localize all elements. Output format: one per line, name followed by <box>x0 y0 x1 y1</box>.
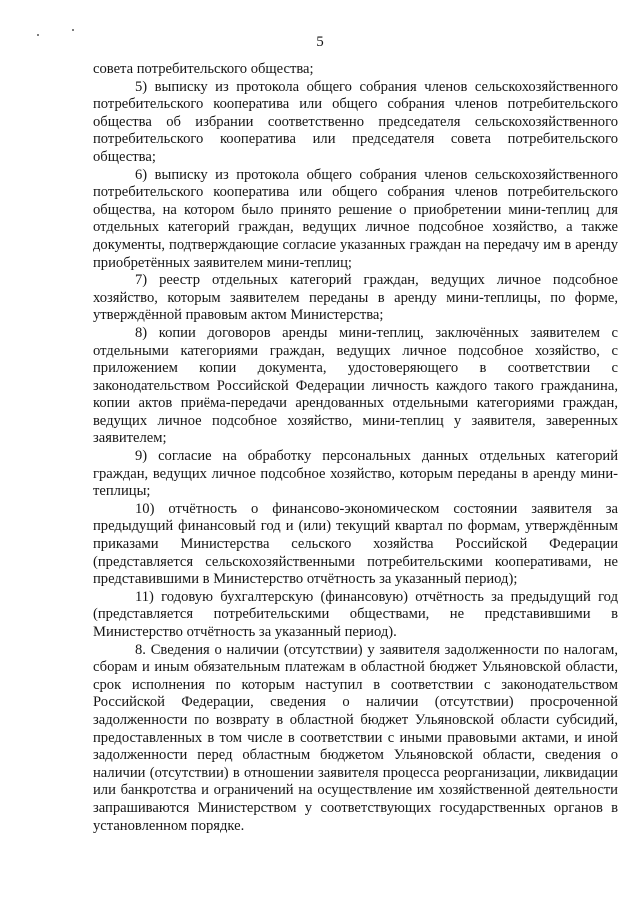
list-item-7: 7) реестр отдельных категорий граждан, ведущих личное подсобное хозяйство, которым заявителем переданы в аренду мини-теплицы, по форме, утверждённой правовым актом Министерства; <box>93 272 618 324</box>
list-item-9: 9) согласие на обработку персональных данных отдельных категорий граждан, ведущих личное подсобное хозяйство, которым переданы в аренду мини-теплицы; <box>93 448 618 500</box>
paragraph-continuation: совета потребительского общества; <box>93 61 314 77</box>
scan-speck <box>72 29 74 31</box>
clause-8: 8. Сведения о наличии (отсутствии) у заявителя задолженности по налогам, сборам и иным обязательным платежам в областной бюджет Ульяновской области, срок исполнения по которым наступил в соответствии с законодательством Российской Федерации, сведения о наличии (отсутствии) просроченной задолженности по возврату в областной бюджет Ульяновской области субсидий, предоставленных в том числе в соответствии с иными правовыми актами, и иной задолженности перед областным бюджетом Ульяновской области, сведения о наличии (отсутствии) в отношении заявителя процесса реорганизации, ликвидации или банкротства и ограничений на осуществление им хозяйственной деятельности запрашиваются Министерством у соответствующих государственных органов в установленном порядке. <box>93 641 618 834</box>
page-number: 5 <box>316 34 324 50</box>
list-item-11: 11) годовую бухгалтерскую (финансовую) отчётность за предыдущий год (представляется потребительскими обществами, не представившими в Министерство отчётность за указанный период). <box>93 588 618 640</box>
list-item-10: 10) отчётность о финансово-экономическом состоянии заявителя за предыдущий финансовый год и (или) текущий квартал по формам, утверждённым приказами Министерства сельского хозяйства Российской Федерации (представляется сельскохозяйственными потребительскими кооперативами, не представившими в Министерство отчётность за указанный период); <box>93 500 618 588</box>
list-item-5: 5) выписку из протокола общего собрания членов сельскохозяйственного потребительского кооператива или общего собрания членов потребительского общества об избрании соответственно председателя сельскохозяйственного потребительского кооператива или председателя совета потребительского общества; <box>93 78 618 165</box>
list-item-8: 8) копии договоров аренды мини-теплиц, заключённых заявителем с отдельными категориями граждан, ведущих личное подсобное хозяйство, с приложением копии документа, удостоверяющего в соответствии с законодательством Российской Федерации личность каждого такого гражданина, копии актов приёма-передачи арендованных отдельными категориями граждан, ведущих личное подсобное хозяйство, мини-теплиц у заявителя, заверенных заявителем; <box>93 324 618 447</box>
list-item-6: 6) выписку из протокола общего собрания членов сельскохозяйственного потребительского кооператива или общего собрания членов потребительского общества, на котором было принято решение о приобретении мини-теплиц для отдельных категорий граждан, ведущих личное подсобное хозяйство, а также документы, подтверждающие согласие указанных граждан на передачу им в аренду приобретённых заявителем мини-теплиц; <box>93 166 618 271</box>
document-body <box>93 61 618 835</box>
